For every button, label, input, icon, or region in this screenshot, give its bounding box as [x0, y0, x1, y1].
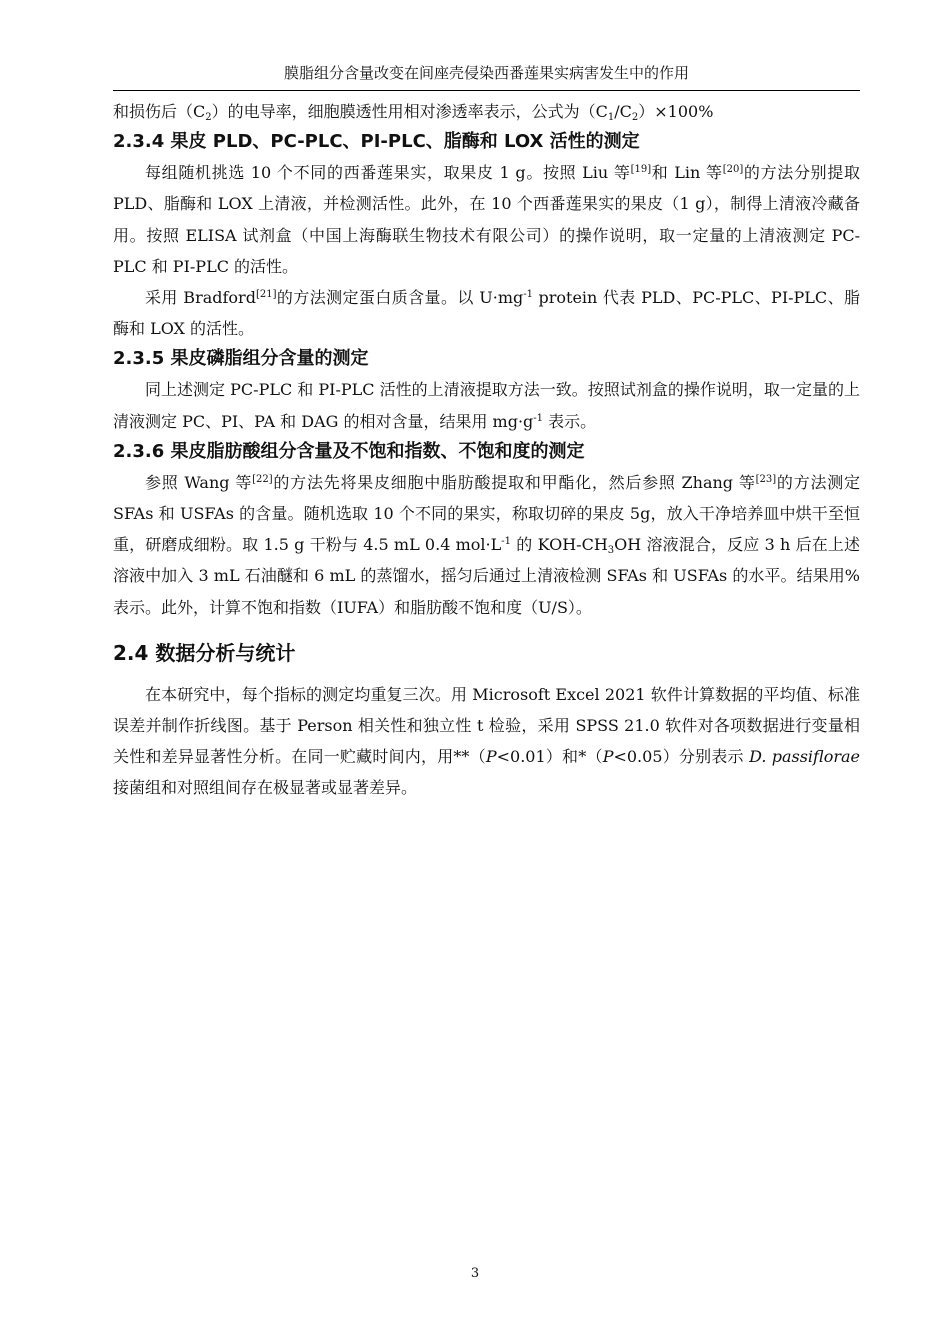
heading-2-4: 2.4 数据分析与统计	[113, 640, 296, 665]
paragraph-2-3-5: 同上述测定 PC-PLC 和 PI-PLC 活性的上清液提取方法一致。按照试剂盒的操作说明，取一定量的上清液测定 PC、PI、PA 和 DAG 的相对含量，结果用 $mg\cdot g^{-1}$ 表示。	[113, 380, 860, 431]
paragraph-2-3-4-extraction: 每组随机挑选 10 个不同的西番莲果实，取果皮 1 g。按照 Liu 等[19]和 Lin 等[20]的方法分别提取 PLD、脂酶和 LOX 上清液，并检测活性。此外，在 10 个西番莲果实的果皮（1 g），制得上清液冷藏备用。按照 ELISA 试剂盒（中国上海酶联生物技术有限公司）的操作说明，取一定量的上清液测定 PC-PLC 和 PI-PLC 的活性。	[113, 163, 860, 276]
heading-2-3-6: 2.3.6 果皮脂肪酸组分含量及不饱和指数、不饱和度的测定	[113, 440, 585, 462]
paragraph-2-3-6: 参照 Wang 等[22]的方法先将果皮细胞中脂肪酸提取和甲酯化，然后参照 Zhang 等[23]的方法测定 SFAs 和 USFAs 的含量。随机选取 10 个不同的果实，称取切碎的果皮 5g，放入干净培养皿中烘干至恒重，研磨成细粉。取 1.5 g 干粉与 4.5 mL 0.4 $mol\cdot L^{-1}$ 的 KOH-$CH_3OH$ 溶液混合，反应 3 h 后在上述溶液中加入 3 mL 石油醚和 6 mL 的蒸馏水，摇匀后通过上清液检测 SFAs 和 USFAs 的水平。结果用%表示。此外，计算不饱和指数（IUFA）和脂肪酸不饱和度（U/S）。	[113, 472, 860, 617]
paragraph-2-3-4-protein: 采用 Bradford[21]的方法测定蛋白质含量。以 $U\cdot mg^{-1}$ protein 代表 PLD、PC-PLC、PI-PLC、脂酶和 LOX 的活性。	[113, 288, 860, 339]
running-header-title: 膜脂组分含量改变在间座壳侵染西番莲果实病害发生中的作用	[283, 64, 689, 82]
page-number: 3	[470, 1266, 480, 1281]
main-content	[113, 96, 860, 804]
intro-formula-line: 和损伤后$(C_2)$的电导率，细胞膜透性用相对渗透率表示，公式为$(C_1/C_2)\times 100\%$	[113, 102, 714, 123]
paragraph-2-4: 在本研究中，每个指标的测定均重复三次。用 Microsoft Excel 2021 软件计算数据的平均值、标准误差并制作折线图。基于 Person 相关性和独立性 t 检验，采用 SPSS 21.0 软件对各项数据进行变量相关性和差异显著性分析。在同一贮藏时间内，用**（P<0.01）和*（P<0.05）分别表示 D. passiflorae 接菌组和对照组间存在极显著或显著差异。	[113, 684, 860, 798]
running-header	[113, 62, 860, 91]
heading-2-3-5: 2.3.5 果皮磷脂组分含量的测定	[113, 348, 369, 370]
heading-2-3-4: 2.3.4 果皮 PLD、PC-PLC、PI-PLC、脂酶和 LOX 活性的测定	[113, 131, 640, 153]
